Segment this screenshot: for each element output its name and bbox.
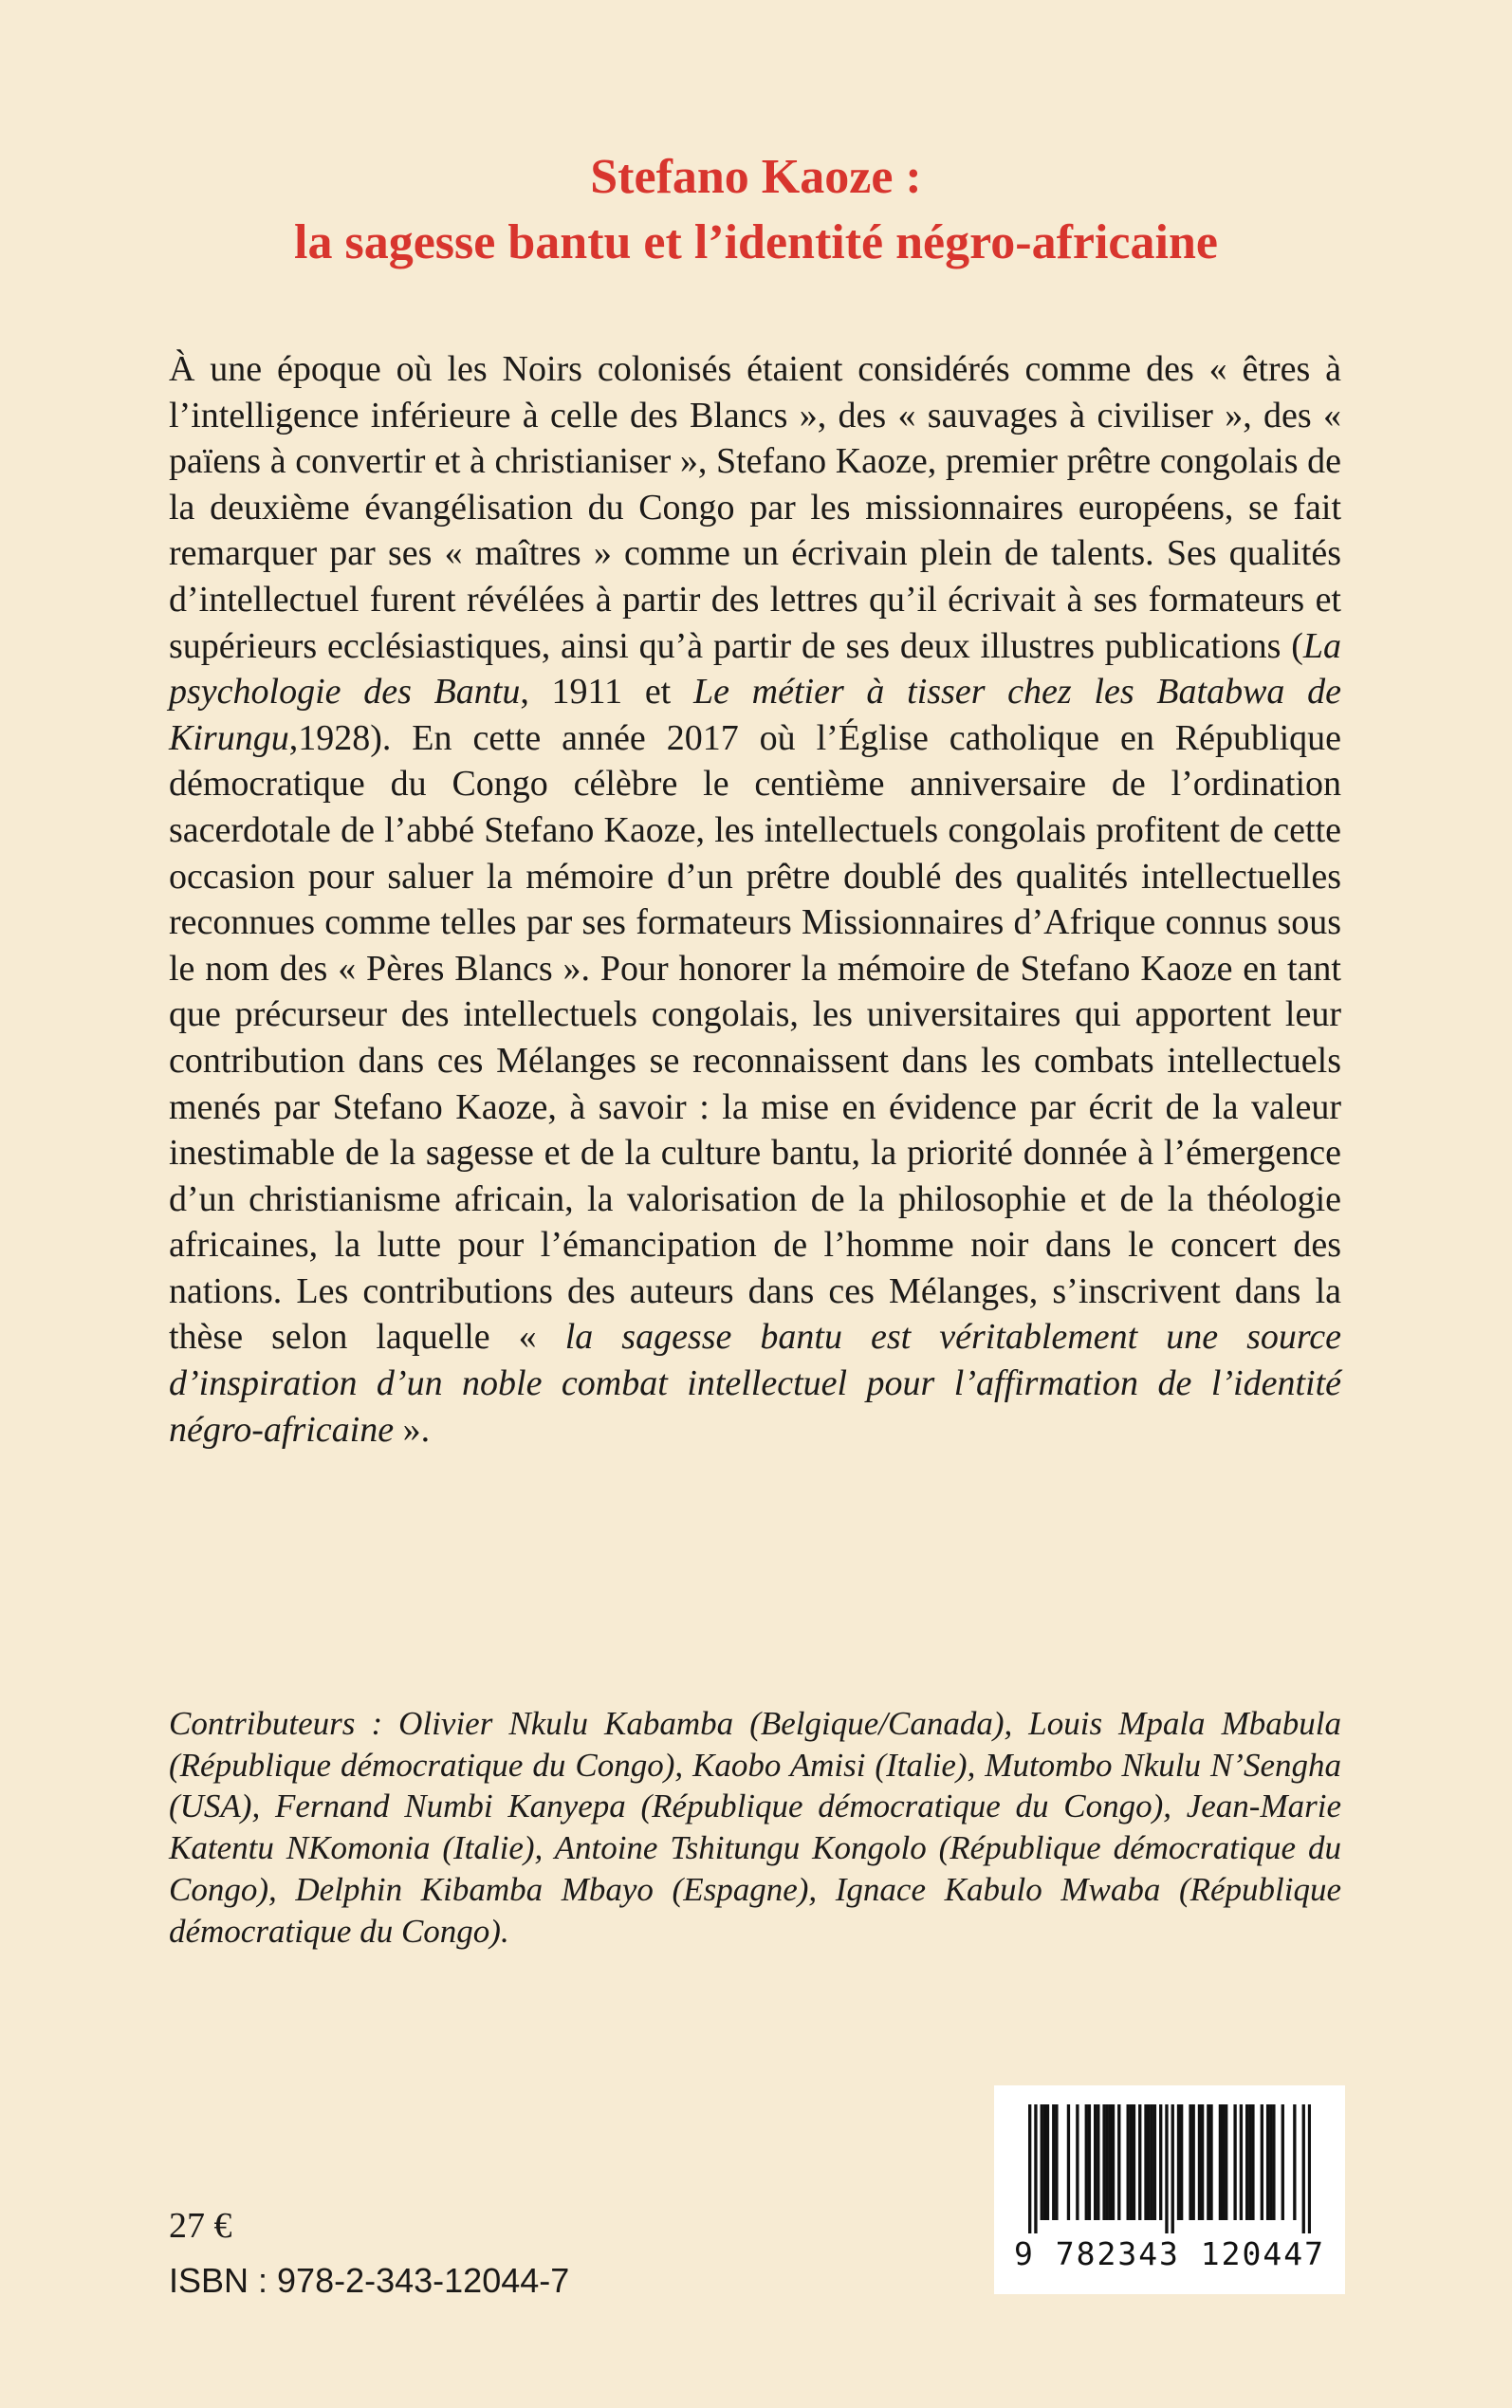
barcode-bar <box>1102 2104 1105 2220</box>
barcode-bar <box>1233 2104 1236 2220</box>
barcode-bar <box>1245 2104 1248 2220</box>
title-line-1: Stefano Kaoze : <box>590 150 922 204</box>
barcode-bar <box>1192 2104 1195 2220</box>
barcode-bar <box>1219 2104 1222 2220</box>
barcode <box>994 2085 1345 2294</box>
barcode-bar <box>1293 2104 1296 2220</box>
summary-segment-2: , 1911 et <box>520 672 693 713</box>
barcode-bar <box>1159 2104 1162 2220</box>
barcode-bar <box>1302 2104 1305 2233</box>
barcode-bar <box>1261 2104 1263 2220</box>
barcode-bar <box>1046 2104 1049 2220</box>
barcode-digits: 9 782343 120447 <box>1013 2235 1325 2272</box>
summary-text <box>169 346 1341 1453</box>
contributors-block <box>169 1703 1341 1952</box>
barcode-bar <box>1028 2104 1031 2233</box>
barcode-bar <box>1094 2104 1097 2220</box>
back-cover-title <box>0 144 1512 275</box>
barcode-bar <box>1041 2104 1043 2220</box>
barcode-bar <box>1165 2104 1168 2233</box>
barcode-bar <box>1067 2104 1070 2220</box>
barcode-bar <box>1251 2104 1254 2220</box>
barcode-bar <box>1085 2104 1088 2220</box>
barcode-bar <box>1144 2104 1147 2220</box>
barcode-bar <box>1209 2104 1212 2220</box>
barcode-bar <box>1076 2104 1079 2220</box>
barcode-bar <box>1189 2104 1191 2220</box>
barcode-bar <box>1240 2104 1243 2220</box>
barcode-bar <box>1117 2104 1120 2220</box>
barcode-bars <box>1028 2104 1311 2233</box>
barcode-bar <box>1225 2104 1227 2220</box>
barcode-bar <box>1052 2104 1055 2220</box>
barcode-bar <box>1171 2104 1174 2233</box>
barcode-bar <box>1130 2104 1133 2220</box>
barcode-bar <box>1272 2104 1275 2220</box>
barcode-bar <box>1308 2104 1311 2233</box>
contributors-text: Contributeurs : Olivier Nkulu Kabamba (Belgique/Canada), Louis Mpala Mbabula (République démocratique du Congo), Kaobo Amisi (Italie), Mutombo Nkulu N’Sengha (USA), Fernand Numbi Kanyepa (République démocratique du Congo), Jean-Marie Katentu NKomonia (Italie), Antoine Tshitungu Kongolo (République démocratique du Congo), Delphin Kibamba Mbayo (Espagne), Ignace Kabulo Mwaba (République démocratique du Congo). <box>169 1705 1341 1950</box>
barcode-bar <box>1112 2104 1115 2220</box>
barcode-bar <box>1207 2104 1209 2220</box>
summary-paragraph <box>169 346 1341 1453</box>
barcode-bar <box>1055 2104 1058 2220</box>
barcode-bar <box>1043 2104 1046 2220</box>
barcode-bar <box>1133 2104 1135 2220</box>
book-title-metier: Le métier à tisser chez les Batabwa de Kirungu <box>169 672 1341 758</box>
barcode-bar <box>1153 2104 1156 2220</box>
barcode-bar <box>1198 2104 1201 2220</box>
barcode-bar <box>1222 2104 1225 2220</box>
summary-segment-3: ,1928). En cette année 2017 où l’Église catholique en République démocratique du Congo célèbre le centième anniversaire de l’ordination sacerdotale de l’abbé Stefano Kaoze, les intellectuels congolais profitent de cette occasion pour saluer la mémoire d’un prêtre doublé des qualités intellectuelles reconnues comme telles par ses formateurs Missionnaires d’Afrique connus sous le nom des « Pères Blancs ». Pour honorer la mémoire de Stefano Kaoze en tant que précurseur des intellectuels congolais, les universitaires qui apportent leur contribution dans ces Mélanges se reconnaissent dans les combats intellectuels menés par Stefano Kaoze, à savoir : la mise en évidence par écrit de la valeur inestimable de la sagesse et de la culture bantu, la priorité donnée à l’émergence d’un christianisme africain, la valorisation de la philosophie et de la théologie africaines, la lutte pour l’émancipation de l’homme noir dans le concert des nations. Les contributions des auteurs dans ces Mélanges, s’inscrivent dans la thèse selon laquelle « <box>169 717 1341 1358</box>
title-line-2: la sagesse bantu et l’identité négro-africaine <box>294 215 1218 269</box>
barcode-bar <box>1180 2104 1183 2220</box>
price: 27 € <box>169 2206 232 2246</box>
book-title-psychologie: La psychologie des Bantu <box>169 625 1341 713</box>
barcode-bar <box>1034 2104 1037 2233</box>
summary-segment-4: ». <box>394 1409 431 1450</box>
barcode-bar <box>1269 2104 1272 2220</box>
barcode-bar <box>1201 2104 1204 2220</box>
barcode-bar <box>1127 2104 1130 2220</box>
thesis-quote: la sagesse bantu est véritablement une source d’inspiration d’un noble combat intellectuel pour l’affirmation de l’identité négro-africaine <box>169 1317 1341 1450</box>
isbn: ISBN : 978-2-343-12044-7 <box>169 2261 570 2300</box>
barcode-bar <box>1097 2104 1099 2220</box>
barcode-bar <box>1106 2104 1109 2220</box>
barcode-bar <box>1109 2104 1112 2220</box>
barcode-bar <box>1088 2104 1091 2220</box>
barcode-bar <box>1248 2104 1251 2220</box>
summary-segment-1: À une époque où les Noirs colonisés étaient considérés comme des « êtres à l’intelligence inférieure à celle des Blancs », des « sauvages à civiliser », des « païens à convertir et à christianiser », Stefano Kaoze, premier prêtre congolais de la deuxième évangélisation du Congo par les missionnaires européens, se fait remarquer par ses « maîtres » comme un écrivain plein de talents. Ses qualités d’intellectuel furent révélées à partir des lettres qu’il écrivait à ses formateurs et supérieurs ecclésiastiques, ainsi qu’à partir de ses deux illustres publications ( <box>169 349 1341 666</box>
barcode-bar <box>1138 2104 1141 2220</box>
barcode-bar <box>1266 2104 1269 2220</box>
barcode-bar <box>1151 2104 1153 2220</box>
barcode-bar <box>1147 2104 1150 2220</box>
barcode-bar <box>1177 2104 1180 2220</box>
barcode-bar <box>1282 2104 1284 2220</box>
